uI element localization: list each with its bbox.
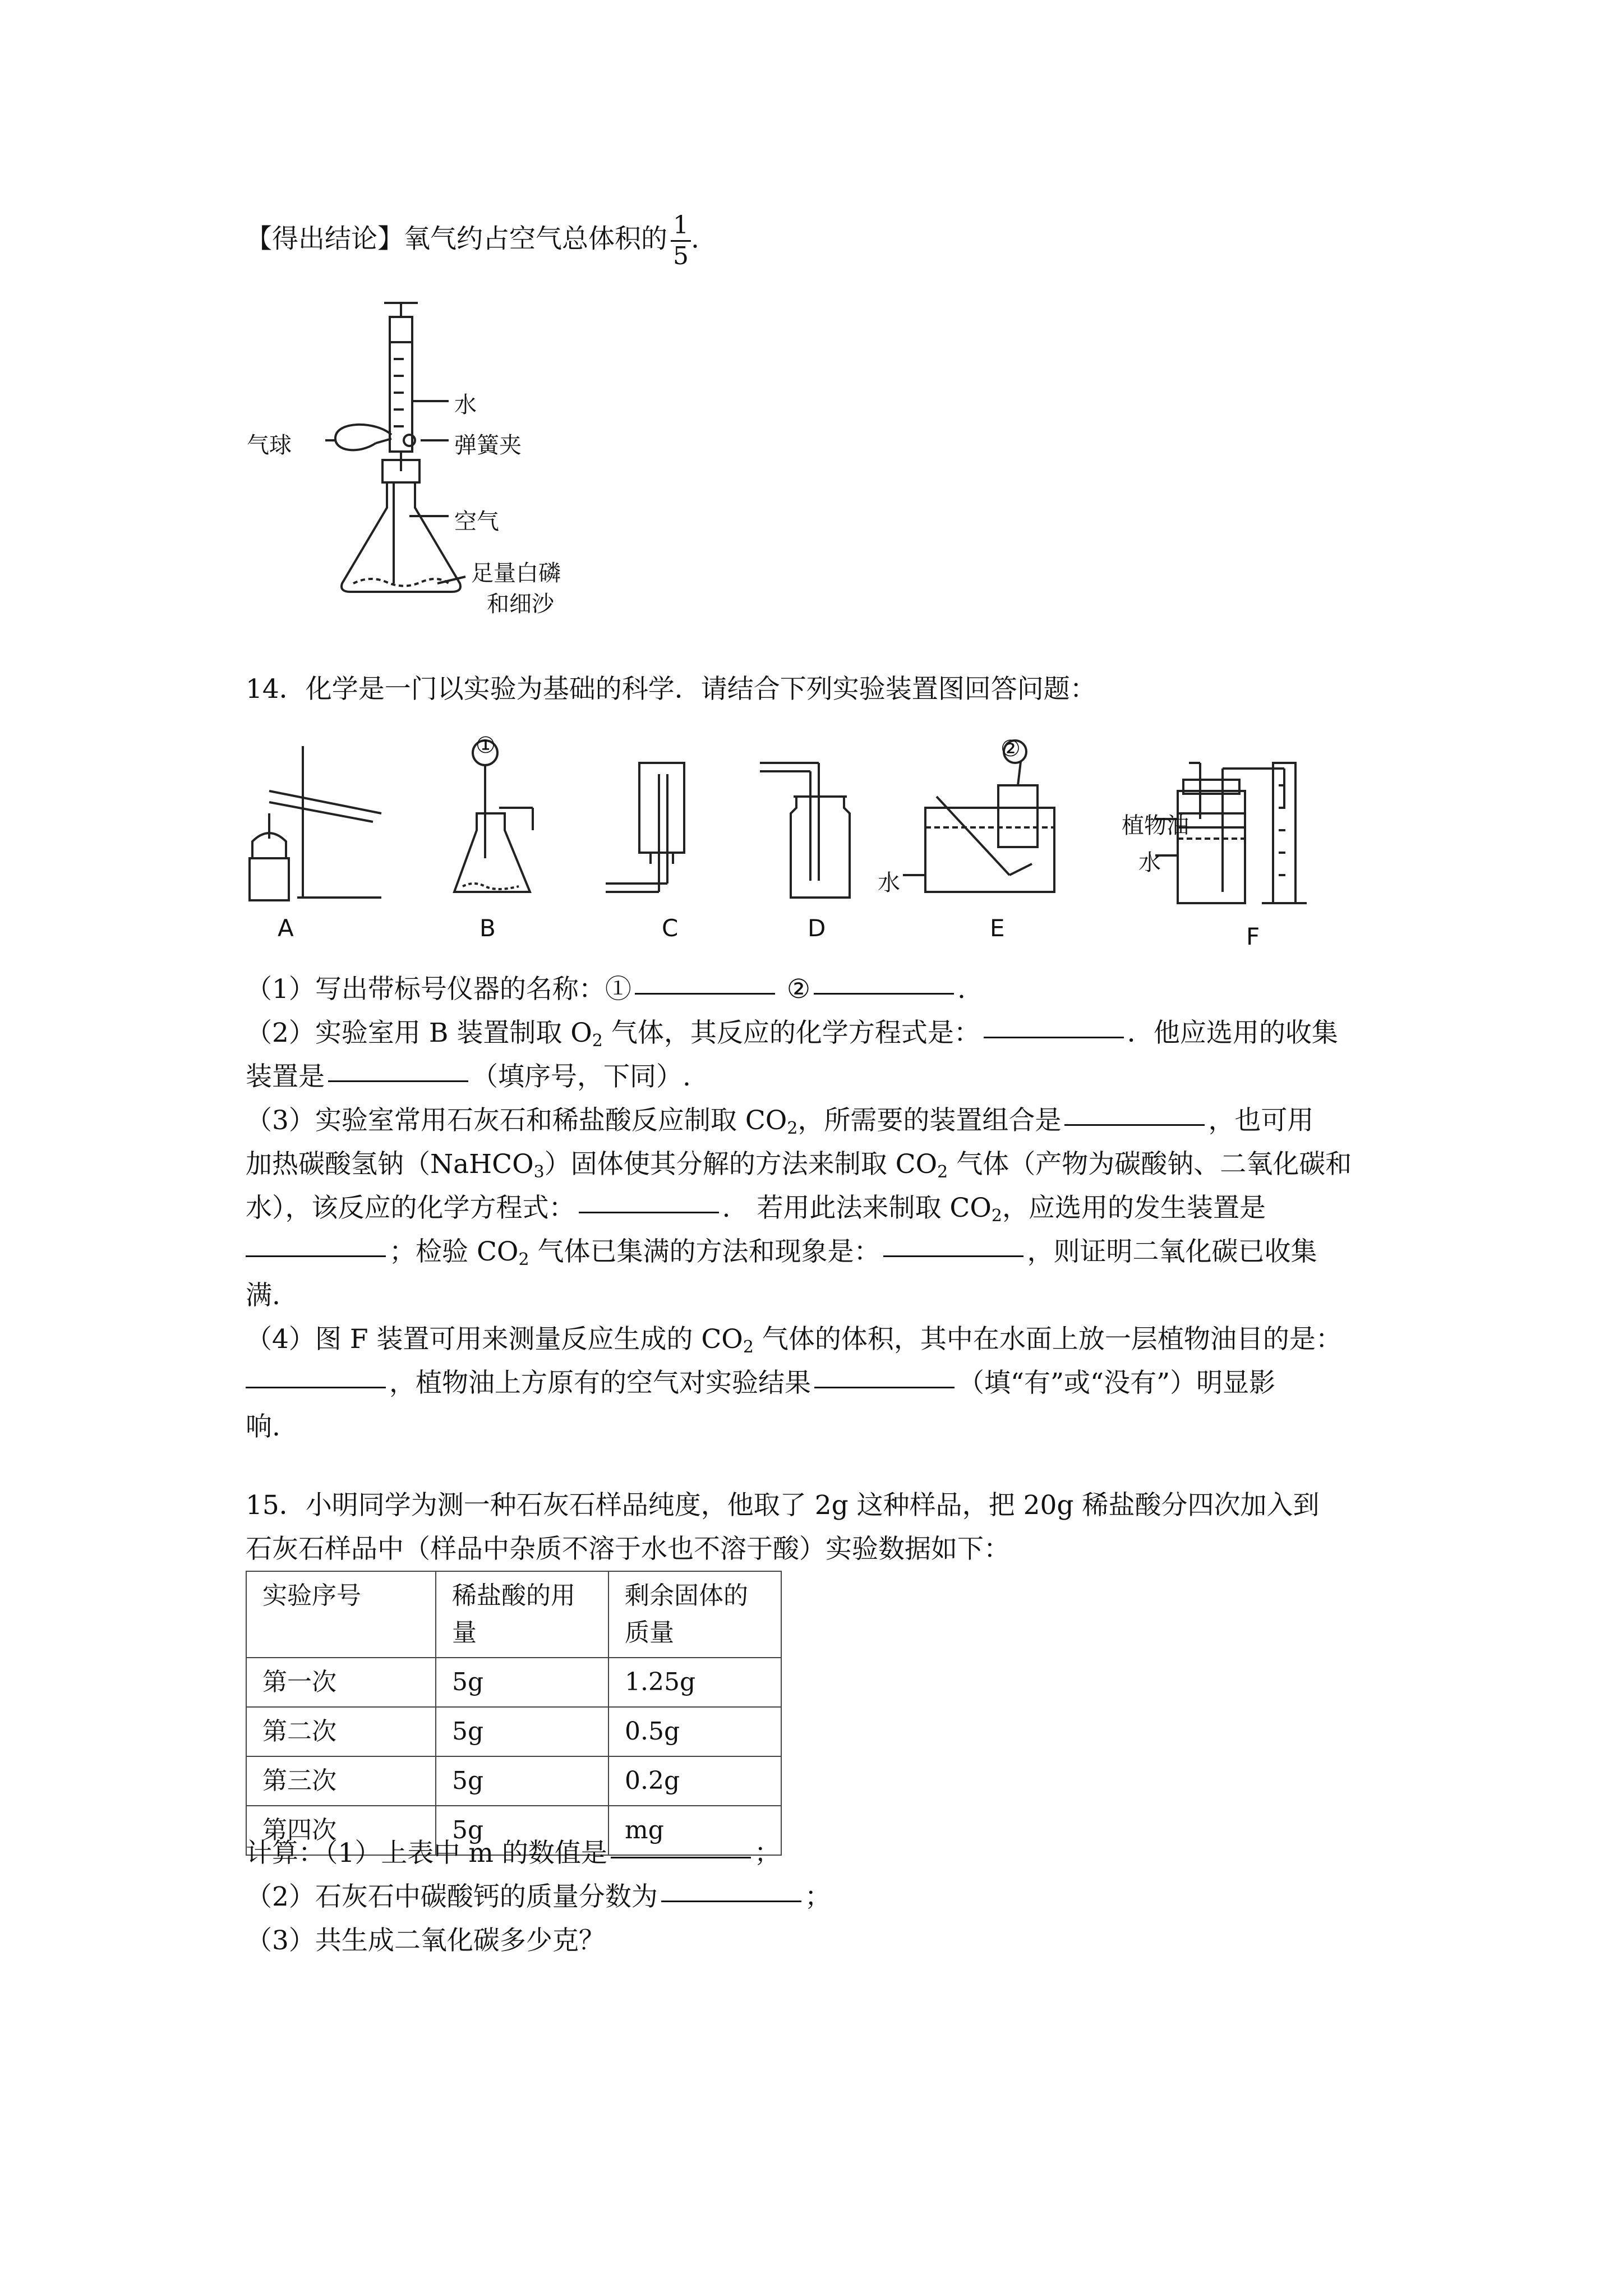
subscript: 2: [743, 1337, 754, 1357]
q14-p3-text-h: . 若用此法来制取 CO: [722, 1193, 992, 1223]
table-header-cell: 剩余固体的质量: [608, 1571, 781, 1658]
table-cell: mg: [608, 1806, 781, 1855]
q14-p3-text-c: ，也可用: [1208, 1105, 1314, 1136]
q15-calc3: （3）共生成二氧化碳多少克？: [246, 1925, 605, 1956]
apparatus-A-F-figure: [236, 729, 1402, 931]
conclusion-end: .: [691, 223, 699, 255]
answer-blank-9[interactable]: [246, 1387, 386, 1388]
q14-part3-line1: [246, 1107, 1313, 1137]
q14-part2-line2: [246, 1061, 691, 1092]
q14-part3-line2: [246, 1151, 1352, 1181]
q14-p3-text-b: ，所需要的装置组合是: [797, 1105, 1062, 1136]
fraction-one-fifth: [671, 213, 691, 269]
q14-part4-line3: 响.: [246, 1411, 280, 1442]
q14-p1-text: （1）写出带标号仪器的名称：①: [246, 974, 631, 1005]
answer-blank-10[interactable]: [814, 1387, 955, 1388]
table-row: [246, 1756, 781, 1806]
q14-p3-text-k: 气体已集满的方法和现象是：: [529, 1236, 880, 1267]
q14-p2-text-e: （填序号，下同）.: [472, 1061, 691, 1092]
answer-blank-2[interactable]: [814, 993, 954, 995]
q14-part1: [246, 974, 966, 1005]
q14-p4-text-c: ，植物油上方原有的空气对实验结果: [389, 1368, 811, 1398]
q14-p1-end: .: [957, 974, 966, 1005]
table-cell: 0.2g: [608, 1756, 781, 1806]
table-cell: 5g: [436, 1707, 608, 1756]
q14-p4-text-d: （填“有”或“没有”）明显影: [958, 1368, 1276, 1398]
conclusion-line: [246, 213, 699, 269]
table-cell: 第三次: [246, 1756, 436, 1806]
q14-p4-text-a: （4）图 F 装置可用来测量反应生成的 CO: [246, 1324, 743, 1355]
conclusion-label: 【得出结论】: [246, 223, 404, 255]
q14-p3-text-e: ）固体使其分解的方法来制取 CO: [544, 1149, 938, 1180]
q14-p2-text-d: 装置是: [246, 1061, 325, 1092]
white-phosphorus-apparatus-figure: [241, 292, 634, 606]
caption-B: B: [479, 914, 496, 942]
subscript: 2: [592, 1031, 603, 1051]
q14-p3-text-d: 加热碳酸氢钠（NaHCO: [246, 1149, 534, 1180]
subscript: 2: [787, 1119, 798, 1138]
caption-A: A: [278, 914, 294, 942]
table-row: [246, 1658, 781, 1707]
q14-part3-line5: 满.: [246, 1280, 280, 1311]
q14-p3-text-j: ；检验 CO: [389, 1236, 519, 1267]
q15-calc2-end: ；: [804, 1881, 831, 1912]
q15-calc1-text: 计算：（1）上表中 m 的数值是: [246, 1838, 607, 1869]
subscript: 3: [533, 1162, 545, 1182]
q14-p2-text: （2）实验室用 B 装置制取 O: [246, 1018, 592, 1048]
table-cell: 第二次: [246, 1707, 436, 1756]
label-balloon: 气球: [247, 432, 292, 458]
answer-blank-6[interactable]: [579, 1212, 719, 1213]
subscript: 2: [991, 1206, 1002, 1226]
caption-F: F: [1246, 923, 1260, 950]
q15-calc2: [246, 1881, 831, 1912]
table-cell: 5g: [436, 1806, 608, 1855]
q14-part4-line2: [246, 1370, 1275, 1396]
q14-stem: 14．化学是一门以实验为基础的科学．请结合下列实验装置图回答问题：: [246, 674, 1096, 705]
subscript: 2: [518, 1250, 529, 1269]
answer-blank-8[interactable]: [883, 1255, 1023, 1257]
answer-blank-1[interactable]: [635, 993, 775, 995]
table-cell: 第四次: [246, 1806, 436, 1855]
q14-p1-mark2: ②: [778, 974, 810, 1005]
subscript: 2: [937, 1162, 948, 1182]
caption-C: C: [662, 914, 679, 942]
table-cell: 0.5g: [608, 1707, 781, 1756]
caption-E: E: [990, 914, 1005, 942]
table-header-row: [246, 1571, 781, 1658]
label-fine-sand: 和细沙: [487, 591, 554, 617]
q14-part3-line3: [246, 1195, 1266, 1225]
experiment-data-table: [246, 1571, 782, 1856]
answer-blank-4[interactable]: [328, 1080, 468, 1082]
label-phosphorus: 足量白磷: [471, 560, 561, 586]
table-cell: 1.25g: [608, 1658, 781, 1707]
q14-p4-text-b: 气体的体积，其中在水面上放一层植物油目的是：: [753, 1324, 1342, 1355]
q14-p3-text-a: （3）实验室常用石灰石和稀盐酸反应制取 CO: [246, 1105, 787, 1136]
label-water-E: 水: [878, 870, 900, 896]
q14-p2-text-c: ．他应选用的收集: [1127, 1018, 1338, 1048]
q15-stem-line1: 15．小明同学为测一种石灰石样品纯度，他取了 2g 这种样品，把 20g 稀盐酸分四次加入到: [246, 1490, 1320, 1521]
conclusion-text: 氧气约占空气总体积的: [404, 223, 667, 255]
answer-blank-3[interactable]: [984, 1037, 1124, 1038]
fraction-denominator: 5: [673, 242, 689, 270]
table-row: [246, 1707, 781, 1756]
q15-calc2-text: （2）石灰石中碳酸钙的质量分数为: [246, 1881, 658, 1912]
q15-calc1-end: ；: [754, 1838, 781, 1869]
mark-2-label: ②: [1000, 736, 1021, 762]
q14-p3-text-l: ，则证明二氧化碳已收集: [1027, 1236, 1317, 1267]
q14-part2-line1: [246, 1020, 1338, 1050]
label-air: 空气: [454, 509, 499, 535]
label-water: 水: [454, 392, 477, 418]
answer-blank-11[interactable]: [611, 1857, 751, 1858]
q14-p2-text-b: 气体，其反应的化学方程式是：: [602, 1018, 980, 1048]
table-header-cell: 实验序号: [246, 1571, 436, 1658]
label-water-F: 水: [1138, 850, 1161, 876]
q14-p3-text-i: ，应选用的发生装置是: [1002, 1193, 1266, 1223]
answer-blank-12[interactable]: [661, 1901, 801, 1902]
q14-p3-text-g: 水），该反应的化学方程式：: [246, 1193, 575, 1223]
label-spring-clip: 弹簧夹: [454, 432, 522, 458]
q14-part3-line4: [246, 1236, 1317, 1269]
q14-p3-text-f: 气体（产物为碳酸钠、二氧化碳和: [948, 1149, 1352, 1180]
caption-D: D: [808, 914, 826, 942]
answer-blank-7[interactable]: [246, 1255, 386, 1257]
q14-part4-line1: [246, 1326, 1342, 1356]
table-cell: 第一次: [246, 1658, 436, 1707]
mark-1-label: ①: [476, 733, 496, 758]
table-cell: 5g: [436, 1658, 608, 1707]
table-cell: 5g: [436, 1756, 608, 1806]
fraction-numerator: 1: [671, 213, 691, 242]
q15-stem-line2: 石灰石样品中（样品中杂质不溶于水也不溶于酸）实验数据如下：: [246, 1534, 1010, 1565]
answer-blank-5[interactable]: [1064, 1124, 1205, 1126]
label-vegetable-oil: 植物油: [1122, 813, 1189, 839]
q15-calc1: [246, 1838, 781, 1869]
table-header-cell: 稀盐酸的用量: [436, 1571, 608, 1658]
